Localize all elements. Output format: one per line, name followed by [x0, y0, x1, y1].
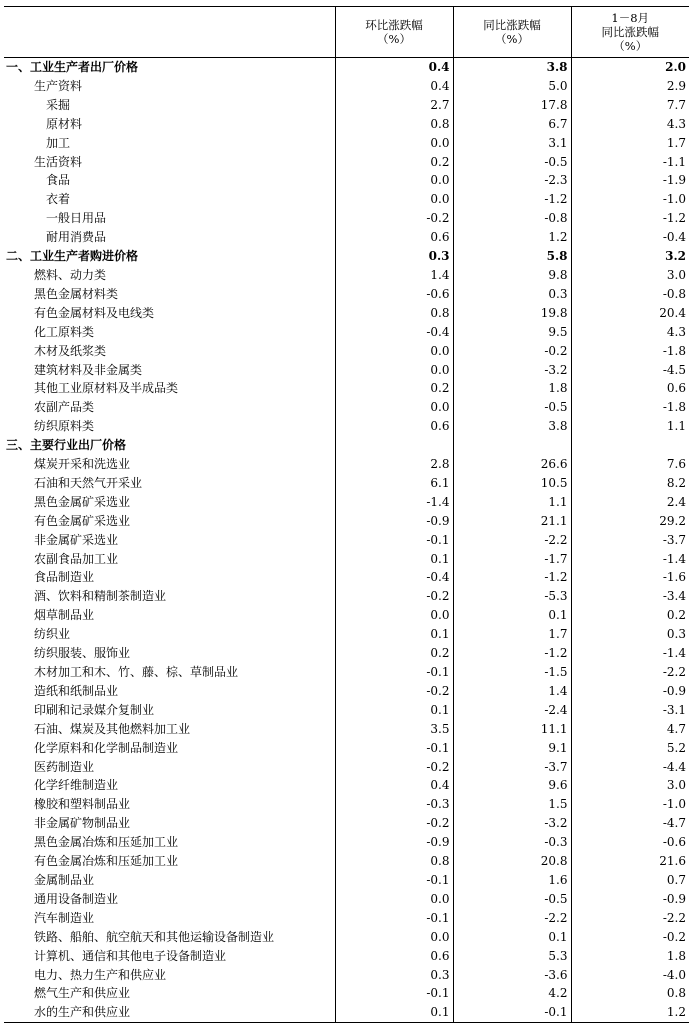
yoy-value: 1.8 — [453, 379, 571, 398]
mom-value: -0.1 — [335, 739, 453, 758]
mom-value: -0.4 — [335, 568, 453, 587]
mom-value: 0.6 — [335, 228, 453, 247]
mom-value: 0.1 — [335, 1003, 453, 1022]
ytd-value: 4.3 — [571, 323, 689, 342]
ytd-value: -0.8 — [571, 285, 689, 304]
ytd-value: -1.8 — [571, 398, 689, 417]
header-ytd — [571, 7, 689, 58]
mom-value: 0.2 — [335, 379, 453, 398]
table-row — [4, 531, 689, 550]
table-row — [4, 285, 689, 304]
mom-value: 3.5 — [335, 720, 453, 739]
table-row — [4, 134, 689, 153]
ytd-value: -1.0 — [571, 190, 689, 209]
ytd-value: 0.7 — [571, 871, 689, 890]
row-label: 计算机、通信和其他电子设备制造业 — [34, 948, 227, 963]
table-row — [4, 96, 689, 115]
mom-value: 0.0 — [335, 928, 453, 947]
ytd-value: 2.0 — [571, 58, 689, 77]
mom-value: -0.2 — [335, 814, 453, 833]
header-ytd-line2: 同比涨跌幅 — [601, 25, 659, 39]
row-label: 造纸和纸制品业 — [34, 683, 119, 698]
table-row — [4, 455, 689, 474]
ytd-value: -3.7 — [571, 531, 689, 550]
yoy-value: -0.5 — [453, 153, 571, 172]
mom-value: 0.0 — [335, 190, 453, 209]
mom-value: -0.2 — [335, 758, 453, 777]
row-label: 耐用消费品 — [46, 230, 107, 245]
row-label: 非金属矿物制品业 — [34, 816, 131, 831]
mom-value: 2.8 — [335, 455, 453, 474]
ytd-value: -4.0 — [571, 966, 689, 985]
row-label: 木材及纸浆类 — [34, 343, 107, 358]
yoy-value: 9.5 — [453, 323, 571, 342]
mom-value: 1.4 — [335, 266, 453, 285]
table-row — [4, 568, 689, 587]
ytd-value: 0.3 — [571, 625, 689, 644]
row-label: 有色金属冶炼和压延加工业 — [34, 854, 179, 869]
ytd-value: 3.0 — [571, 266, 689, 285]
ytd-value: 3.2 — [571, 247, 689, 266]
table-row — [4, 606, 689, 625]
ytd-value: -1.6 — [571, 568, 689, 587]
yoy-value: 11.1 — [453, 720, 571, 739]
yoy-value: 19.8 — [453, 304, 571, 323]
yoy-value: 5.0 — [453, 77, 571, 96]
ytd-value: -2.2 — [571, 909, 689, 928]
ytd-value: 8.2 — [571, 474, 689, 493]
price-index-table — [4, 6, 689, 1023]
table-row — [4, 739, 689, 758]
mom-value: 0.0 — [335, 171, 453, 190]
yoy-value: -0.5 — [453, 890, 571, 909]
yoy-value: -2.2 — [453, 909, 571, 928]
table-row — [4, 171, 689, 190]
yoy-value: -5.3 — [453, 587, 571, 606]
ytd-value: 1.8 — [571, 947, 689, 966]
yoy-value: -2.4 — [453, 701, 571, 720]
row-label: 印刷和记录媒介复制业 — [34, 702, 155, 717]
row-label: 石油、煤炭及其他燃料加工业 — [34, 721, 191, 736]
row-label: 通用设备制造业 — [34, 891, 119, 906]
table-row — [4, 77, 689, 96]
table-row — [4, 153, 689, 172]
yoy-value: 5.3 — [453, 947, 571, 966]
yoy-value: -1.2 — [453, 644, 571, 663]
row-label: 一、工业生产者出厂价格 — [6, 60, 139, 74]
mom-value: -0.1 — [335, 663, 453, 682]
yoy-value: 0.3 — [453, 285, 571, 304]
yoy-value: -2.3 — [453, 171, 571, 190]
table-body — [4, 58, 689, 1023]
row-label: 非金属矿采选业 — [34, 532, 119, 547]
mom-value: -0.9 — [335, 833, 453, 852]
header-mom — [335, 7, 453, 58]
mom-value: 0.6 — [335, 417, 453, 436]
yoy-value: 26.6 — [453, 455, 571, 474]
ytd-value: -1.0 — [571, 795, 689, 814]
yoy-value: -1.7 — [453, 550, 571, 569]
yoy-value: 9.8 — [453, 266, 571, 285]
table-row — [4, 398, 689, 417]
ytd-value: 5.2 — [571, 739, 689, 758]
yoy-value: 1.6 — [453, 871, 571, 890]
yoy-value: -0.8 — [453, 209, 571, 228]
table-row — [4, 890, 689, 909]
table-row — [4, 947, 689, 966]
ytd-value: -1.2 — [571, 209, 689, 228]
row-label: 汽车制造业 — [34, 910, 95, 925]
yoy-value: -1.5 — [453, 663, 571, 682]
mom-value: 0.2 — [335, 644, 453, 663]
mom-value: 2.7 — [335, 96, 453, 115]
mom-value: -0.6 — [335, 285, 453, 304]
mom-value: 0.3 — [335, 966, 453, 985]
row-label: 衣着 — [46, 192, 71, 207]
table-row — [4, 417, 689, 436]
mom-value: 0.6 — [335, 947, 453, 966]
table-row — [4, 928, 689, 947]
table-row — [4, 966, 689, 985]
ytd-value: -3.4 — [571, 587, 689, 606]
yoy-value: 1.4 — [453, 682, 571, 701]
mom-value: 0.0 — [335, 398, 453, 417]
table-row — [4, 720, 689, 739]
table-row — [4, 795, 689, 814]
yoy-value: -0.2 — [453, 342, 571, 361]
yoy-value: 5.8 — [453, 247, 571, 266]
mom-value: 0.4 — [335, 58, 453, 77]
header-yoy-line1: 同比涨跌幅 — [483, 18, 541, 32]
table-row — [4, 814, 689, 833]
table-row — [4, 361, 689, 380]
mom-value: 0.3 — [335, 247, 453, 266]
header-yoy-line2: （%） — [495, 32, 529, 46]
yoy-value: -1.2 — [453, 568, 571, 587]
ytd-value: 1.2 — [571, 1003, 689, 1022]
mom-value: 0.4 — [335, 776, 453, 795]
table-row — [4, 323, 689, 342]
price-index-table-container — [4, 6, 689, 1023]
yoy-value: 6.7 — [453, 115, 571, 134]
mom-value: -0.1 — [335, 531, 453, 550]
mom-value — [335, 436, 453, 455]
ytd-value: -4.5 — [571, 361, 689, 380]
row-label: 黑色金属材料类 — [34, 286, 119, 301]
table-row — [4, 776, 689, 795]
mom-value: 0.1 — [335, 550, 453, 569]
table-row — [4, 984, 689, 1003]
yoy-value: 3.1 — [453, 134, 571, 153]
table-row — [4, 1003, 689, 1022]
mom-value: 0.8 — [335, 115, 453, 134]
yoy-value: 4.2 — [453, 984, 571, 1003]
table-row — [4, 342, 689, 361]
mom-value: -0.4 — [335, 323, 453, 342]
row-label: 有色金属矿采选业 — [34, 513, 131, 528]
row-label: 原材料 — [46, 116, 83, 131]
mom-value: -0.2 — [335, 682, 453, 701]
row-label: 其他工业原材料及半成品类 — [34, 381, 179, 396]
yoy-value: -3.6 — [453, 966, 571, 985]
mom-value: 0.1 — [335, 625, 453, 644]
ytd-value: 2.4 — [571, 493, 689, 512]
row-label: 建筑材料及非金属类 — [34, 362, 143, 377]
row-label: 食品制造业 — [34, 570, 95, 585]
ytd-value: -1.9 — [571, 171, 689, 190]
yoy-value: 1.5 — [453, 795, 571, 814]
ytd-value: 7.7 — [571, 96, 689, 115]
row-label: 黑色金属冶炼和压延加工业 — [34, 835, 179, 850]
yoy-value: 0.1 — [453, 606, 571, 625]
row-label: 化学纤维制造业 — [34, 778, 119, 793]
table-row — [4, 512, 689, 531]
table-row — [4, 304, 689, 323]
ytd-value: 1.1 — [571, 417, 689, 436]
table-row — [4, 58, 689, 77]
table-row — [4, 379, 689, 398]
yoy-value: 20.8 — [453, 852, 571, 871]
header-yoy — [453, 7, 571, 58]
table-row — [4, 190, 689, 209]
yoy-value: 1.7 — [453, 625, 571, 644]
yoy-value: -3.7 — [453, 758, 571, 777]
table-row — [4, 115, 689, 134]
row-label: 医药制造业 — [34, 759, 95, 774]
mom-value: 0.0 — [335, 342, 453, 361]
ytd-value: 4.3 — [571, 115, 689, 134]
row-label: 酒、饮料和精制茶制造业 — [34, 589, 167, 604]
row-label: 一般日用品 — [46, 211, 107, 226]
table-row — [4, 474, 689, 493]
ytd-value: 0.8 — [571, 984, 689, 1003]
yoy-value: -1.2 — [453, 190, 571, 209]
table-row — [4, 682, 689, 701]
yoy-value: 21.1 — [453, 512, 571, 531]
header-mom-line2: （%） — [377, 32, 411, 46]
ytd-value: 2.9 — [571, 77, 689, 96]
mom-value: -0.1 — [335, 909, 453, 928]
yoy-value — [453, 436, 571, 455]
row-label: 加工 — [46, 135, 71, 150]
table-row — [4, 587, 689, 606]
ytd-value: 21.6 — [571, 852, 689, 871]
yoy-value: -0.3 — [453, 833, 571, 852]
mom-value: 0.8 — [335, 304, 453, 323]
mom-value: 0.1 — [335, 701, 453, 720]
row-label: 烟草制品业 — [34, 608, 95, 623]
row-label: 燃料、动力类 — [34, 267, 107, 282]
ytd-value: -0.4 — [571, 228, 689, 247]
table-row — [4, 701, 689, 720]
yoy-value: 1.2 — [453, 228, 571, 247]
table-row — [4, 833, 689, 852]
row-label: 有色金属材料及电线类 — [34, 305, 155, 320]
row-label: 纺织业 — [34, 627, 71, 642]
table-row — [4, 209, 689, 228]
yoy-value: -0.1 — [453, 1003, 571, 1022]
mom-value: 0.0 — [335, 606, 453, 625]
mom-value: 6.1 — [335, 474, 453, 493]
mom-value: -0.9 — [335, 512, 453, 531]
ytd-value: -4.4 — [571, 758, 689, 777]
yoy-value: -2.2 — [453, 531, 571, 550]
mom-value: -0.2 — [335, 587, 453, 606]
row-label: 三、主要行业出厂价格 — [6, 438, 127, 453]
row-label: 电力、热力生产和供应业 — [34, 967, 167, 982]
row-label: 食品 — [46, 173, 71, 188]
ytd-value: -1.1 — [571, 153, 689, 172]
row-label: 木材加工和木、竹、藤、棕、草制品业 — [34, 665, 239, 679]
row-label: 橡胶和塑料制品业 — [34, 797, 131, 812]
mom-value: 0.2 — [335, 153, 453, 172]
mom-value: -0.1 — [335, 984, 453, 1003]
row-label: 农副产品类 — [34, 400, 95, 415]
table-row — [4, 436, 689, 455]
yoy-value: 0.1 — [453, 928, 571, 947]
yoy-value: 9.1 — [453, 739, 571, 758]
ytd-value: -1.4 — [571, 644, 689, 663]
yoy-value: -3.2 — [453, 814, 571, 833]
row-label: 化学原料和化学制品制造业 — [34, 740, 179, 755]
ytd-value: -0.2 — [571, 928, 689, 947]
yoy-value: 17.8 — [453, 96, 571, 115]
ytd-value: 4.7 — [571, 720, 689, 739]
row-label: 石油和天然气开采业 — [34, 475, 143, 490]
table-row — [4, 625, 689, 644]
ytd-value: 20.4 — [571, 304, 689, 323]
mom-value: 0.8 — [335, 852, 453, 871]
table-row — [4, 663, 689, 682]
row-label: 农副食品加工业 — [34, 551, 119, 566]
ytd-value: -4.7 — [571, 814, 689, 833]
mom-value: 0.0 — [335, 361, 453, 380]
header-blank-cell — [4, 7, 335, 58]
row-label: 纺织原料类 — [34, 419, 95, 434]
row-label: 燃气生产和供应业 — [34, 986, 131, 1001]
yoy-value: -3.2 — [453, 361, 571, 380]
table-row — [4, 909, 689, 928]
row-label: 纺织服装、服饰业 — [34, 646, 131, 661]
yoy-value: -0.5 — [453, 398, 571, 417]
header-ytd-line3: （%） — [613, 39, 648, 53]
header-ytd-line1: 1－8月 — [611, 11, 650, 25]
table-row — [4, 228, 689, 247]
table-row — [4, 758, 689, 777]
header-mom-line1: 环比涨跌幅 — [365, 18, 423, 32]
ytd-value: 1.7 — [571, 134, 689, 153]
ytd-value: 7.6 — [571, 455, 689, 474]
ytd-value: 3.0 — [571, 776, 689, 795]
ytd-value: -0.6 — [571, 833, 689, 852]
ytd-value: -0.9 — [571, 682, 689, 701]
table-row — [4, 550, 689, 569]
ytd-value: -3.1 — [571, 701, 689, 720]
row-label: 黑色金属矿采选业 — [34, 494, 131, 509]
ytd-value: 0.2 — [571, 606, 689, 625]
mom-value: -0.1 — [335, 871, 453, 890]
row-label: 化工原料类 — [34, 324, 95, 339]
table-row — [4, 493, 689, 512]
table-row — [4, 644, 689, 663]
row-label: 生产资料 — [34, 78, 83, 93]
ytd-value: -1.4 — [571, 550, 689, 569]
row-label: 采掘 — [46, 97, 71, 112]
table-row — [4, 871, 689, 890]
yoy-value: 1.1 — [453, 493, 571, 512]
mom-value: -0.3 — [335, 795, 453, 814]
yoy-value: 10.5 — [453, 474, 571, 493]
mom-value: -1.4 — [335, 493, 453, 512]
table-row — [4, 266, 689, 285]
row-label: 生活资料 — [34, 154, 83, 169]
row-label: 金属制品业 — [34, 872, 95, 887]
ytd-value: -2.2 — [571, 663, 689, 682]
yoy-value: 9.6 — [453, 776, 571, 795]
mom-value: 0.0 — [335, 890, 453, 909]
table-row — [4, 852, 689, 871]
yoy-value: 3.8 — [453, 417, 571, 436]
ytd-value: 0.6 — [571, 379, 689, 398]
row-label: 二、工业生产者购进价格 — [6, 249, 139, 264]
ytd-value: 29.2 — [571, 512, 689, 531]
yoy-value: 3.8 — [453, 58, 571, 77]
row-label: 水的生产和供应业 — [4, 1003, 335, 1022]
ytd-value: -0.9 — [571, 890, 689, 909]
ytd-value: -1.8 — [571, 342, 689, 361]
row-label: 铁路、船舶、航空航天和其他运输设备制造业 — [34, 929, 275, 944]
mom-value: 0.0 — [335, 134, 453, 153]
ytd-value — [571, 436, 689, 455]
mom-value: -0.2 — [335, 209, 453, 228]
table-row — [4, 247, 689, 266]
row-label: 煤炭开采和洗选业 — [34, 457, 131, 472]
mom-value: 0.4 — [335, 77, 453, 96]
table-header — [4, 7, 689, 58]
